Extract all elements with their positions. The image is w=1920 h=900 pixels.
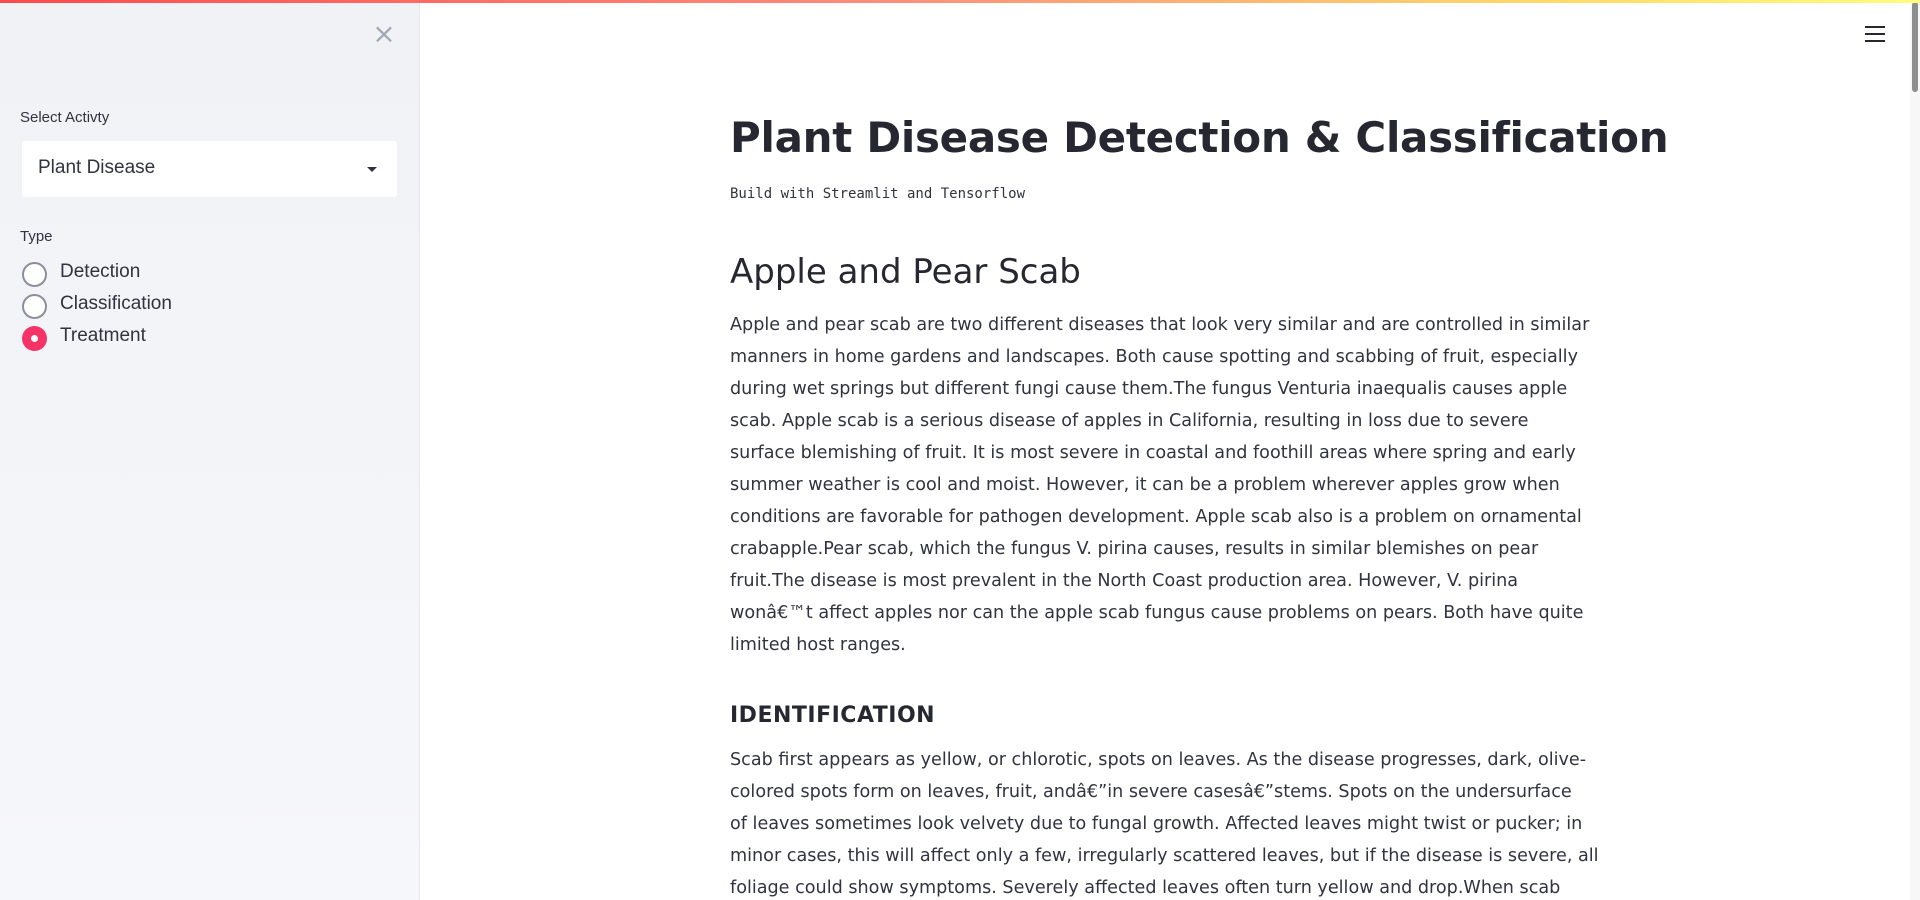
paragraph-line: during wet springs but different fungi cause them.The fungus Venturia inaequalis causes apple — [730, 379, 1568, 399]
page-title: Plant Disease Detection & Classification — [730, 113, 1669, 162]
paragraph-line: minor cases, this will affect only a few, irregularly scattered leaves, but if the disease is severe, all — [730, 846, 1599, 866]
header-decoration-stripe — [0, 0, 1920, 3]
type-label: Type — [20, 228, 53, 245]
select-activity-label: Select Activty — [20, 109, 110, 126]
paragraph-line: surface blemishing of fruit. It is most severe in coastal and foothill areas where spring and early — [730, 443, 1576, 463]
identification-heading: IDENTIFICATION — [730, 703, 936, 728]
paragraph-line: manners in home gardens and landscapes. Both cause spotting and scabbing of fruit, especially — [730, 347, 1578, 367]
paragraph-line: colored spots form on leaves, fruit, andâ€”in severe casesâ€”stems. Spots on the undersurface — [730, 782, 1572, 802]
close-icon[interactable]: × — [372, 17, 396, 50]
radio-checked-icon — [22, 326, 47, 351]
paragraph-line: Apple and pear scab are two different diseases that look very similar and are controlled in similar — [730, 315, 1590, 335]
sidebar — [0, 0, 420, 900]
radio-label-treatment: Treatment — [60, 325, 146, 346]
identification-paragraph — [730, 744, 1602, 900]
paragraph-line: crabapple.Pear scab, which the fungus V. pirina causes, results in similar blemishes on pear — [730, 539, 1539, 559]
intro-paragraph — [730, 309, 1602, 661]
paragraph-line: fruit.The disease is most prevalent in the North Coast production area. However, V. pirina — [730, 571, 1519, 591]
activity-select-value: Plant Disease — [38, 157, 156, 178]
paragraph-line: wonâ€™t affect apples nor can the apple scab fungus cause problems on pears. Both have quite — [730, 603, 1584, 623]
paragraph-line: Scab first appears as yellow, or chlorotic, spots on leaves. As the disease progresses, dark, olive- — [730, 750, 1587, 770]
paragraph-line: conditions are favorable for pathogen development. Apple scab also is a problem on ornamental — [730, 507, 1582, 527]
section-title: Apple and Pear Scab — [730, 252, 1081, 292]
radio-classification[interactable] — [22, 293, 262, 319]
radio-unchecked-icon — [22, 262, 47, 287]
radio-detection[interactable] — [22, 261, 262, 287]
radio-unchecked-icon — [22, 294, 47, 319]
scrollbar-thumb[interactable] — [1912, 2, 1918, 92]
page-scrollbar[interactable] — [1910, 0, 1920, 900]
paragraph-line: scab. Apple scab is a serious disease of apples in California, resulting in loss due to severe — [730, 411, 1529, 431]
page-subtitle: Build with Streamlit and Tensorflow — [730, 186, 1026, 202]
caret-down-icon — [367, 167, 377, 172]
paragraph-line: summer weather is cool and moist. However, it can be a problem wherever apples grow when — [730, 475, 1560, 495]
activity-select[interactable] — [22, 141, 397, 197]
hamburger-menu-icon[interactable] — [1865, 26, 1885, 42]
radio-label-detection: Detection — [60, 261, 141, 282]
radio-label-classification: Classification — [60, 293, 172, 314]
radio-treatment[interactable] — [22, 325, 262, 351]
paragraph-line: of leaves sometimes look velvety due to fungal growth. Affected leaves might twist or pucker; in — [730, 814, 1583, 834]
paragraph-line: limited host ranges. — [730, 635, 906, 655]
paragraph-line: foliage could show symptoms. Severely affected leaves often turn yellow and drop.When scab — [730, 878, 1561, 898]
